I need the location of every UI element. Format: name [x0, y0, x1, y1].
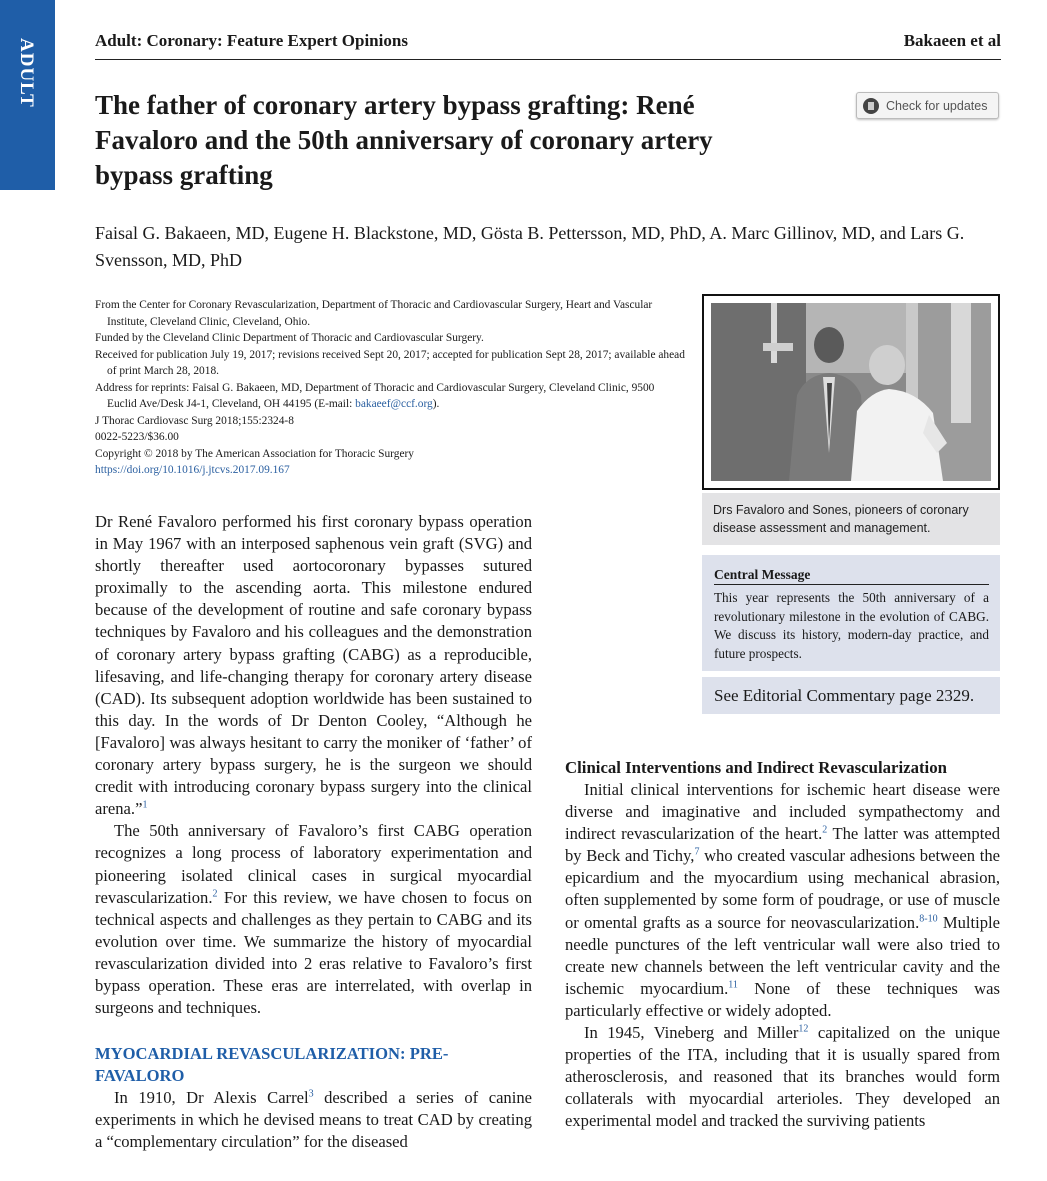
intro-text: Dr René Favaloro performed his first coronary bypass operation in May 1967 with an interposed saphenous vein graft (SVG) and shortly thereafter used aortocoronary bypasses sutured proximally to the ascending aorta. This milestone endured because of the development of routine and safe coronary bypass techniques by Favaloro and his colleagues and the demonstration of coronary artery bypass grafting (CABG) as a reproducible, lifesaving, and life-changing therapy for coronary artery disease (CAD). Its subsequent adoption worldwide has been sustained to this day. In the words of Dr Denton Cooley, “Although he [Favaloro] was always hesitant to carry the moniker of ‘father’ of coronary artery bypass surgery, he is the surgeon we should credit with introducing coronary bypass surgery into the clinical arena.” [95, 512, 532, 819]
copyright-notice: Copyright © 2018 by The American Association for Thoracic Surgery [95, 447, 414, 460]
address-close: ). [432, 398, 440, 410]
issn: 0022-5223/$36.00 [95, 431, 179, 443]
ref-link[interactable]: 1 [142, 799, 148, 811]
ref-link[interactable]: 3 [308, 1088, 314, 1100]
affiliation-block [95, 297, 685, 479]
editorial-commentary-link[interactable]: See Editorial Commentary page 2329. [702, 677, 1000, 714]
photo-image [711, 303, 991, 481]
paragraph-text: who created vascular adhesions between the epicardium and the myocardium using mechanical abrasion, often supplemented by some form of poudrage, or use of muscle or omental grafts as a source for neovascularization. [565, 846, 1000, 932]
central-message-box [702, 555, 1000, 671]
section-heading-clinical-interventions: Clinical Interventions and Indirect Revascularization [565, 758, 947, 777]
check-for-updates-label: Check for updates [886, 98, 988, 113]
bookmark-icon [863, 98, 879, 114]
ref-link[interactable]: 2 [822, 824, 828, 836]
ref-link[interactable]: 7 [694, 846, 700, 858]
ref-link[interactable]: 2 [212, 888, 218, 900]
clinical-paragraph [565, 779, 1000, 1022]
address-text: Address for reprints: Faisal G. Bakaeen, MD, Department of Thoracic and Cardiovascular Surgery, Cleveland Clinic, 9500 Euclid Ave/Desk J4-1, Cleveland, OH 44195 (E-mail: [95, 381, 655, 410]
paragraph-text: described a series of canine experiments in which he devised means to treat CAD by creating a “complementary circulation” for the diseased [95, 1088, 532, 1152]
paragraph-text: Multiple needle punctures of the left ventricular wall were also tried to create new channels between the left ventricular cavity and the ischemic myocardium. [565, 912, 1001, 998]
affiliation-address [95, 380, 685, 413]
side-tab-label: ADULT [16, 38, 37, 108]
paragraph-text: The 50th anniversary of Favaloro’s first CABG operation recognizes a long process of laboratory experimentation and pioneering isolated clinical cases in surgical myocardial revascularization. [95, 821, 532, 907]
paragraph-text: In 1910, Dr Alexis Carrel [114, 1088, 309, 1108]
central-message-heading: Central Message [714, 567, 989, 585]
paragraph-text: capitalized on the unique properties of the ITA, including that it is usually spared from atherosclerosis, and reasoned that its branches would form collaterals with myocardial arterioles. They developed an experimental model and tracked the surviving patients [565, 1023, 1000, 1131]
vineberg-paragraph [565, 1022, 1000, 1132]
figure-caption: Drs Favaloro and Sones, pioneers of coronary disease assessment and management. [702, 493, 1000, 545]
doi-link[interactable]: https://doi.org/10.1016/j.jtcvs.2017.09.167 [95, 464, 290, 476]
ref-link[interactable]: 12 [798, 1023, 809, 1035]
anniversary-paragraph [95, 820, 532, 1019]
paragraph-text: In 1945, Vineberg and Miller [584, 1023, 799, 1043]
author-list: Faisal G. Bakaeen, MD, Eugene H. Blackstone, MD, Gösta B. Pettersson, MD, PhD, A. Marc Gillinov, MD, and Lars G. Svensson, MD, PhD [95, 223, 965, 270]
section-heading-pre-favaloro: MYOCARDIAL REVASCULARIZATION: PRE-FAVALORO [95, 1044, 449, 1086]
affiliation-funding: Funded by the Cleveland Clinic Department of Thoracic and Cardiovascular Surgery. [95, 332, 484, 344]
section-side-tab [0, 0, 55, 190]
running-head-authors: Bakaeen et al [903, 31, 1001, 50]
ref-link[interactable]: 11 [728, 979, 738, 991]
central-message-body: This year represents the 50th anniversary of a revolutionary milestone in the evolution of CABG. We discuss its history, modern-day practice, and future prospects. [714, 590, 989, 661]
right-column [565, 757, 1000, 1133]
paragraph-text: None of these techniques was particularly effective or widely adopted. [565, 978, 1000, 1020]
journal-citation: J Thorac Cardiovasc Surg 2018;155:2324-8 [95, 414, 294, 427]
figure-photo [702, 294, 1000, 490]
check-for-updates-button[interactable] [856, 92, 999, 119]
affiliation-from: From the Center for Coronary Revascularization, Department of Thoracic and Cardiovascular Surgery, Heart and Vascular Institute, Cleveland Clinic, Cleveland, Ohio. [95, 299, 653, 328]
paragraph-text: Initial clinical interventions for ischemic heart disease were diverse and imaginative and included sympathectomy and indirect revascularization of the heart. [565, 780, 1000, 844]
paragraph-text: The latter was attempted by Beck and Tichy, [565, 824, 1000, 866]
email-link[interactable]: bakaeef@ccf.org [355, 398, 433, 410]
ref-link[interactable]: 8-10 [919, 913, 938, 925]
running-head [95, 31, 1001, 55]
article-title: The father of coronary artery bypass grafting: René Favaloro and the 50th anniversary of coronary artery bypass grafting [95, 90, 713, 190]
left-column [95, 511, 532, 1153]
paragraph-text: For this review, we have chosen to focus on technical aspects and challenges as they pertain to CABG and its evolution over time. We summarize the history of myocardial revascularization divided into 2 eras relative to Favaloro’s first bypass operation. These eras are interrelated, with overlap in surgeons and techniques. [95, 887, 532, 1018]
running-head-section: Adult: Coronary: Feature Expert Opinions [95, 31, 408, 50]
header-divider [95, 59, 1001, 60]
affiliation-received: Received for publication July 19, 2017; revisions received Sept 20, 2017; accepted for publication Sept 28, 2017; available ahead of print March 28, 2018. [95, 348, 685, 377]
intro-paragraph [95, 511, 532, 820]
carrel-paragraph [95, 1087, 532, 1153]
